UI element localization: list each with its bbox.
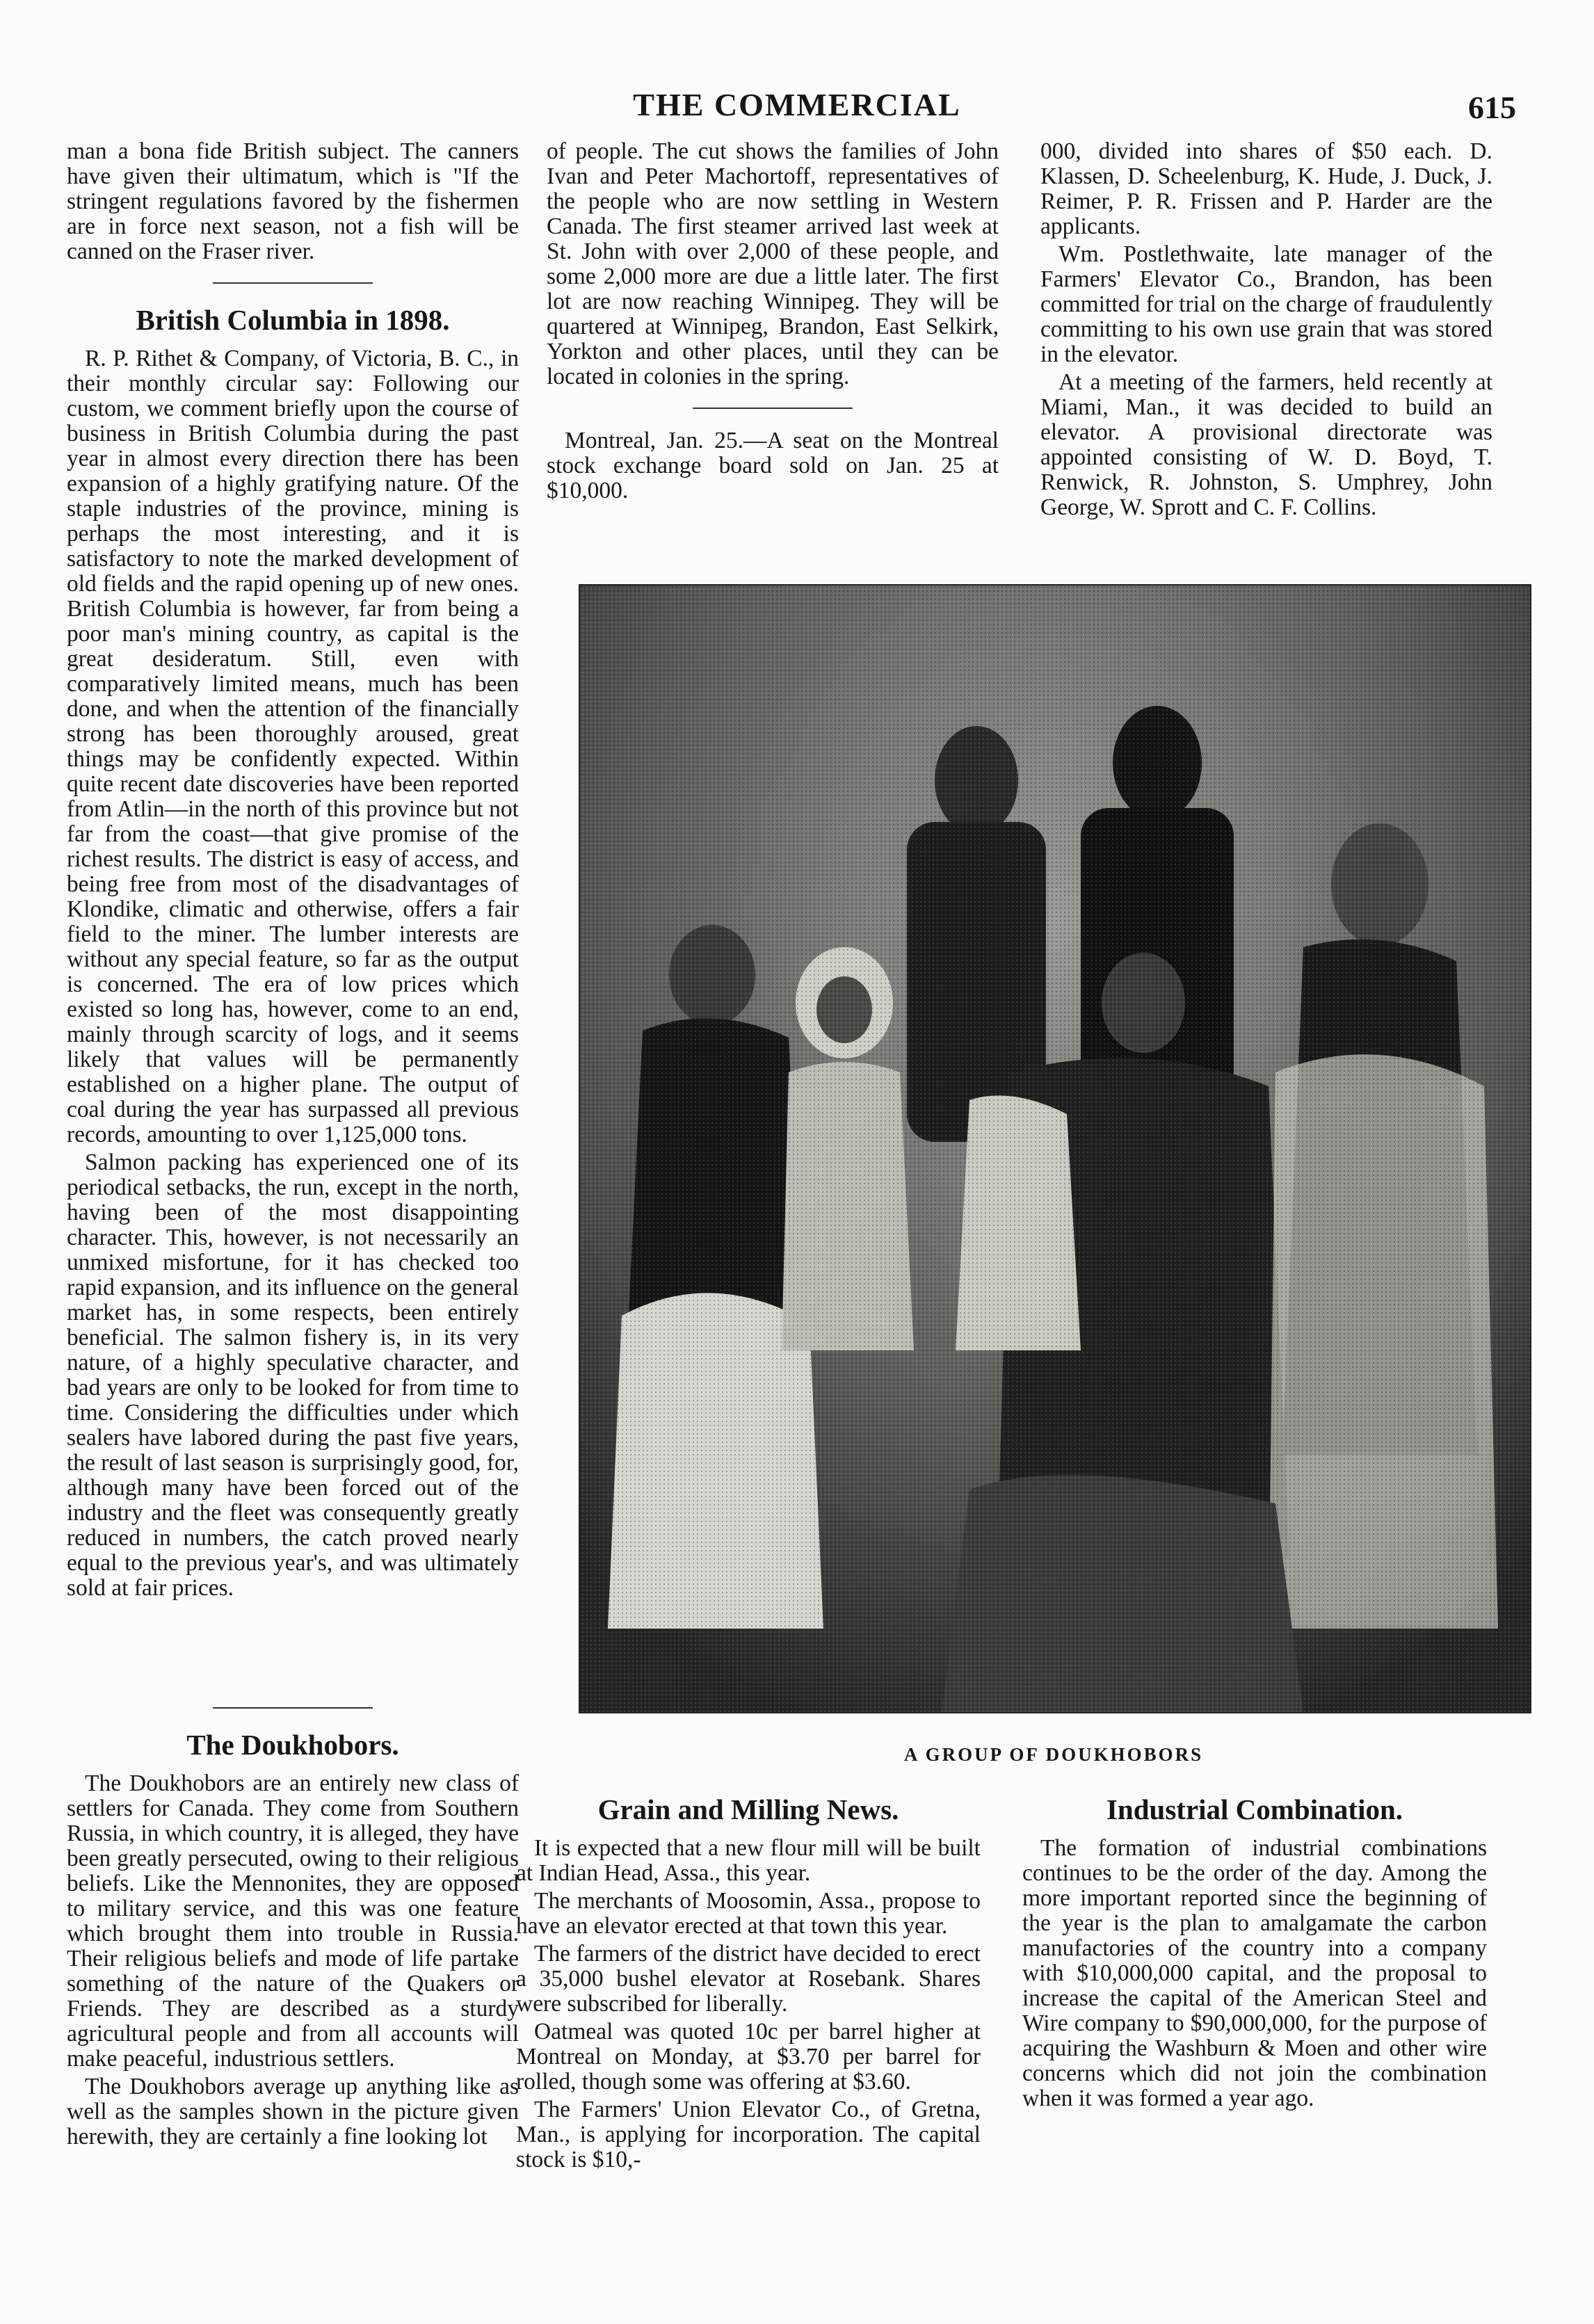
photo-caption: A GROUP OF DOUKHOBORS: [903, 1744, 1204, 1765]
heading-doukhobors: The Doukhobors.: [186, 1729, 399, 1761]
grain-item-2: The merchants of Moosomin, Assa., propose to have an elevator erected at that town this year.: [516, 1888, 981, 1939]
bc-paragraph-1: R. P. Rithet & Company, of Victoria, B. C., in their monthly circular say: Following our custom, we comment briefly upon the course of business in British Columbia during the past year in almost every direction there has been expansion of a highly gratifying nature. Of the staple industries of the province, mining is perhaps the most interesting, and it is satisfactory to note the marked development of old fields and the rapid opening up of new ones. British Columbia is however, far from being a poor man's mining country, as capital is the great desideratum. Still, even with comparatively limited means, much has been done, and when the attention of the financially strong has been thoroughly aroused, great things may be confidently expected. Within quite recent date discoveries have been reported from Atlin—in the north of this province but not far from the coast—that give promise of the richest results. The district is easy of access, and being free from most of the disadvantages of Klondike, climatic and otherwise, offers a fair field to the miner. The lumber interests are without any special feature, so far as the output is concerned. The era of low prices which existed so long has, however, come to an end, mainly through scarcity of logs, and it seems likely that values will be permanently established on a higher plane. The output of coal during the year has surpassed all previous records, amounting to over 1,125,000 tons.: [67, 346, 519, 1147]
heading-grain-milling: Grain and Milling News.: [597, 1793, 899, 1825]
industrial-paragraph: The formation of industrial combinations continues to be the order of the day. Among the more important reported since the beginning of the year is the plan to amalgamate the carbon manufactories of the country into a company with $10,000,000 capital, and the proposal to increase the capital of the American Steel and Wire company to $90,000,000, for the purpose of acquiring the Washburn & Moen and other wire concerns which did not join the combination when it was formed a year ago.: [1022, 1835, 1487, 2111]
heading-british-columbia: British Columbia in 1898.: [136, 304, 450, 336]
doukhobors-paragraph-2: The Doukhobors average up anything like as well as the samples shown in the picture given herewith, they are certainly a fine looking lot: [67, 2074, 519, 2149]
divider: [693, 407, 853, 409]
divider: [213, 1707, 373, 1709]
postlethwaite-item: Wm. Postlethwaite, late manager of the Farmers' Elevator Co., Brandon, has been committed for trial on the charge of fraudulently committing to his own use grain that was stored in the elevator.: [1040, 241, 1492, 367]
article-continuation: man a bona fide British subject. The canners have given their ultimatum, which is "If the stringent regulations favored by the fishermen are in force next season, not a fish will be canned on the Fraser river.: [67, 138, 519, 264]
grain-item-4: Oatmeal was quoted 10c per barrel higher at Montreal on Monday, at $3.70 per barrel for rolled, though some was offering at $3.60.: [516, 2019, 981, 2095]
doukhobors-continuation: of people. The cut shows the families of John Ivan and Peter Machortoff, representatives of the people who are now settling in Western Canada. The first steamer arrived last week at St. John with over 2,000 of these people, and some 2,000 more are due a little later. The first lot are now reaching Winnipeg. They will be quartered at Winnipeg, Brandon, East Selkirk, Yorkton and other places, until they can be located in colonies in the spring.: [547, 138, 999, 389]
grain-item-3: The farmers of the district have decided to erect a 35,000 bushel elevator at Rosebank. Shares were subscribed for liberally.: [516, 1941, 981, 2017]
divider: [213, 282, 373, 284]
newspaper-title: THE COMMERCIAL: [633, 87, 961, 122]
miami-elevator-item: At a meeting of the farmers, held recently at Miami, Man., it was decided to build an elevator. A provisional directorate was appointed consisting of W. D. Boyd, T. Renwick, R. Johnston, S. Umphrey, John George, W. Sprott and C. F. Collins.: [1040, 369, 1492, 520]
column-right: [1040, 139, 1492, 523]
doukhobors-paragraph-1: The Doukhobors are an entirely new class of settlers for Canada. They come from Southern Russia, in which country, it is alleged, they have been greatly persecuted, owing to their religious beliefs. Like the Mennonites, they are opposed to military service, and this was one feature which brought them into trouble in Russia. Their religious beliefs and mode of life partake something of the nature of the Quakers or Friends. They are described as a sturdy agricultural people and from all accounts will make peaceful, industrious settlers.: [67, 1770, 519, 2072]
grain-item-5: The Farmers' Union Elevator Co., of Gretna, Man., is applying for incorporation. The capital stock is $10,-: [516, 2097, 981, 2172]
column-left: [67, 139, 519, 1604]
column-left-lower: [67, 1707, 519, 2152]
doukhobors-photo: [579, 584, 1531, 1713]
bc-paragraph-2: Salmon packing has experienced one of its periodical setbacks, the run, except in the north, having been of the most disappointing character. This, however, is not necessarily an unmixed misfortune, for it has checked too rapid expansion, and its influence on the general market has, in some respects, been entirely beneficial. The salmon fishery is, in its very nature, of a highly speculative character, and bad years are only to be looked for from time to time. Considering the difficulties under which sealers have labored during the past five years, the result of last season is surprisingly good, for, although many have been forced out of the industry and the fleet was consequently greatly reduced in numbers, the catch proved nearly equal to the previous year's, and was ultimately sold at fair prices.: [67, 1149, 519, 1601]
column-grain-milling: [516, 1793, 981, 2175]
montreal-stock-exchange-item: Montreal, Jan. 25.—A seat on the Montreal stock exchange board sold on Jan. 25 at $10,000.: [547, 428, 999, 503]
column-industrial: [1022, 1793, 1487, 2114]
heading-industrial-combination: Industrial Combination.: [1106, 1793, 1403, 1825]
column-middle: [547, 139, 999, 506]
grain-item-1: It is expected that a new flour mill will be built at Indian Head, Assa., this year.: [516, 1835, 981, 1886]
page-number: 615: [1468, 90, 1516, 125]
gretna-continuation: 000, divided into shares of $50 each. D. Klassen, D. Scheelenburg, K. Hude, J. Duck, J. Reimer, P. R. Frissen and P. Harder are the applicants.: [1040, 138, 1492, 239]
